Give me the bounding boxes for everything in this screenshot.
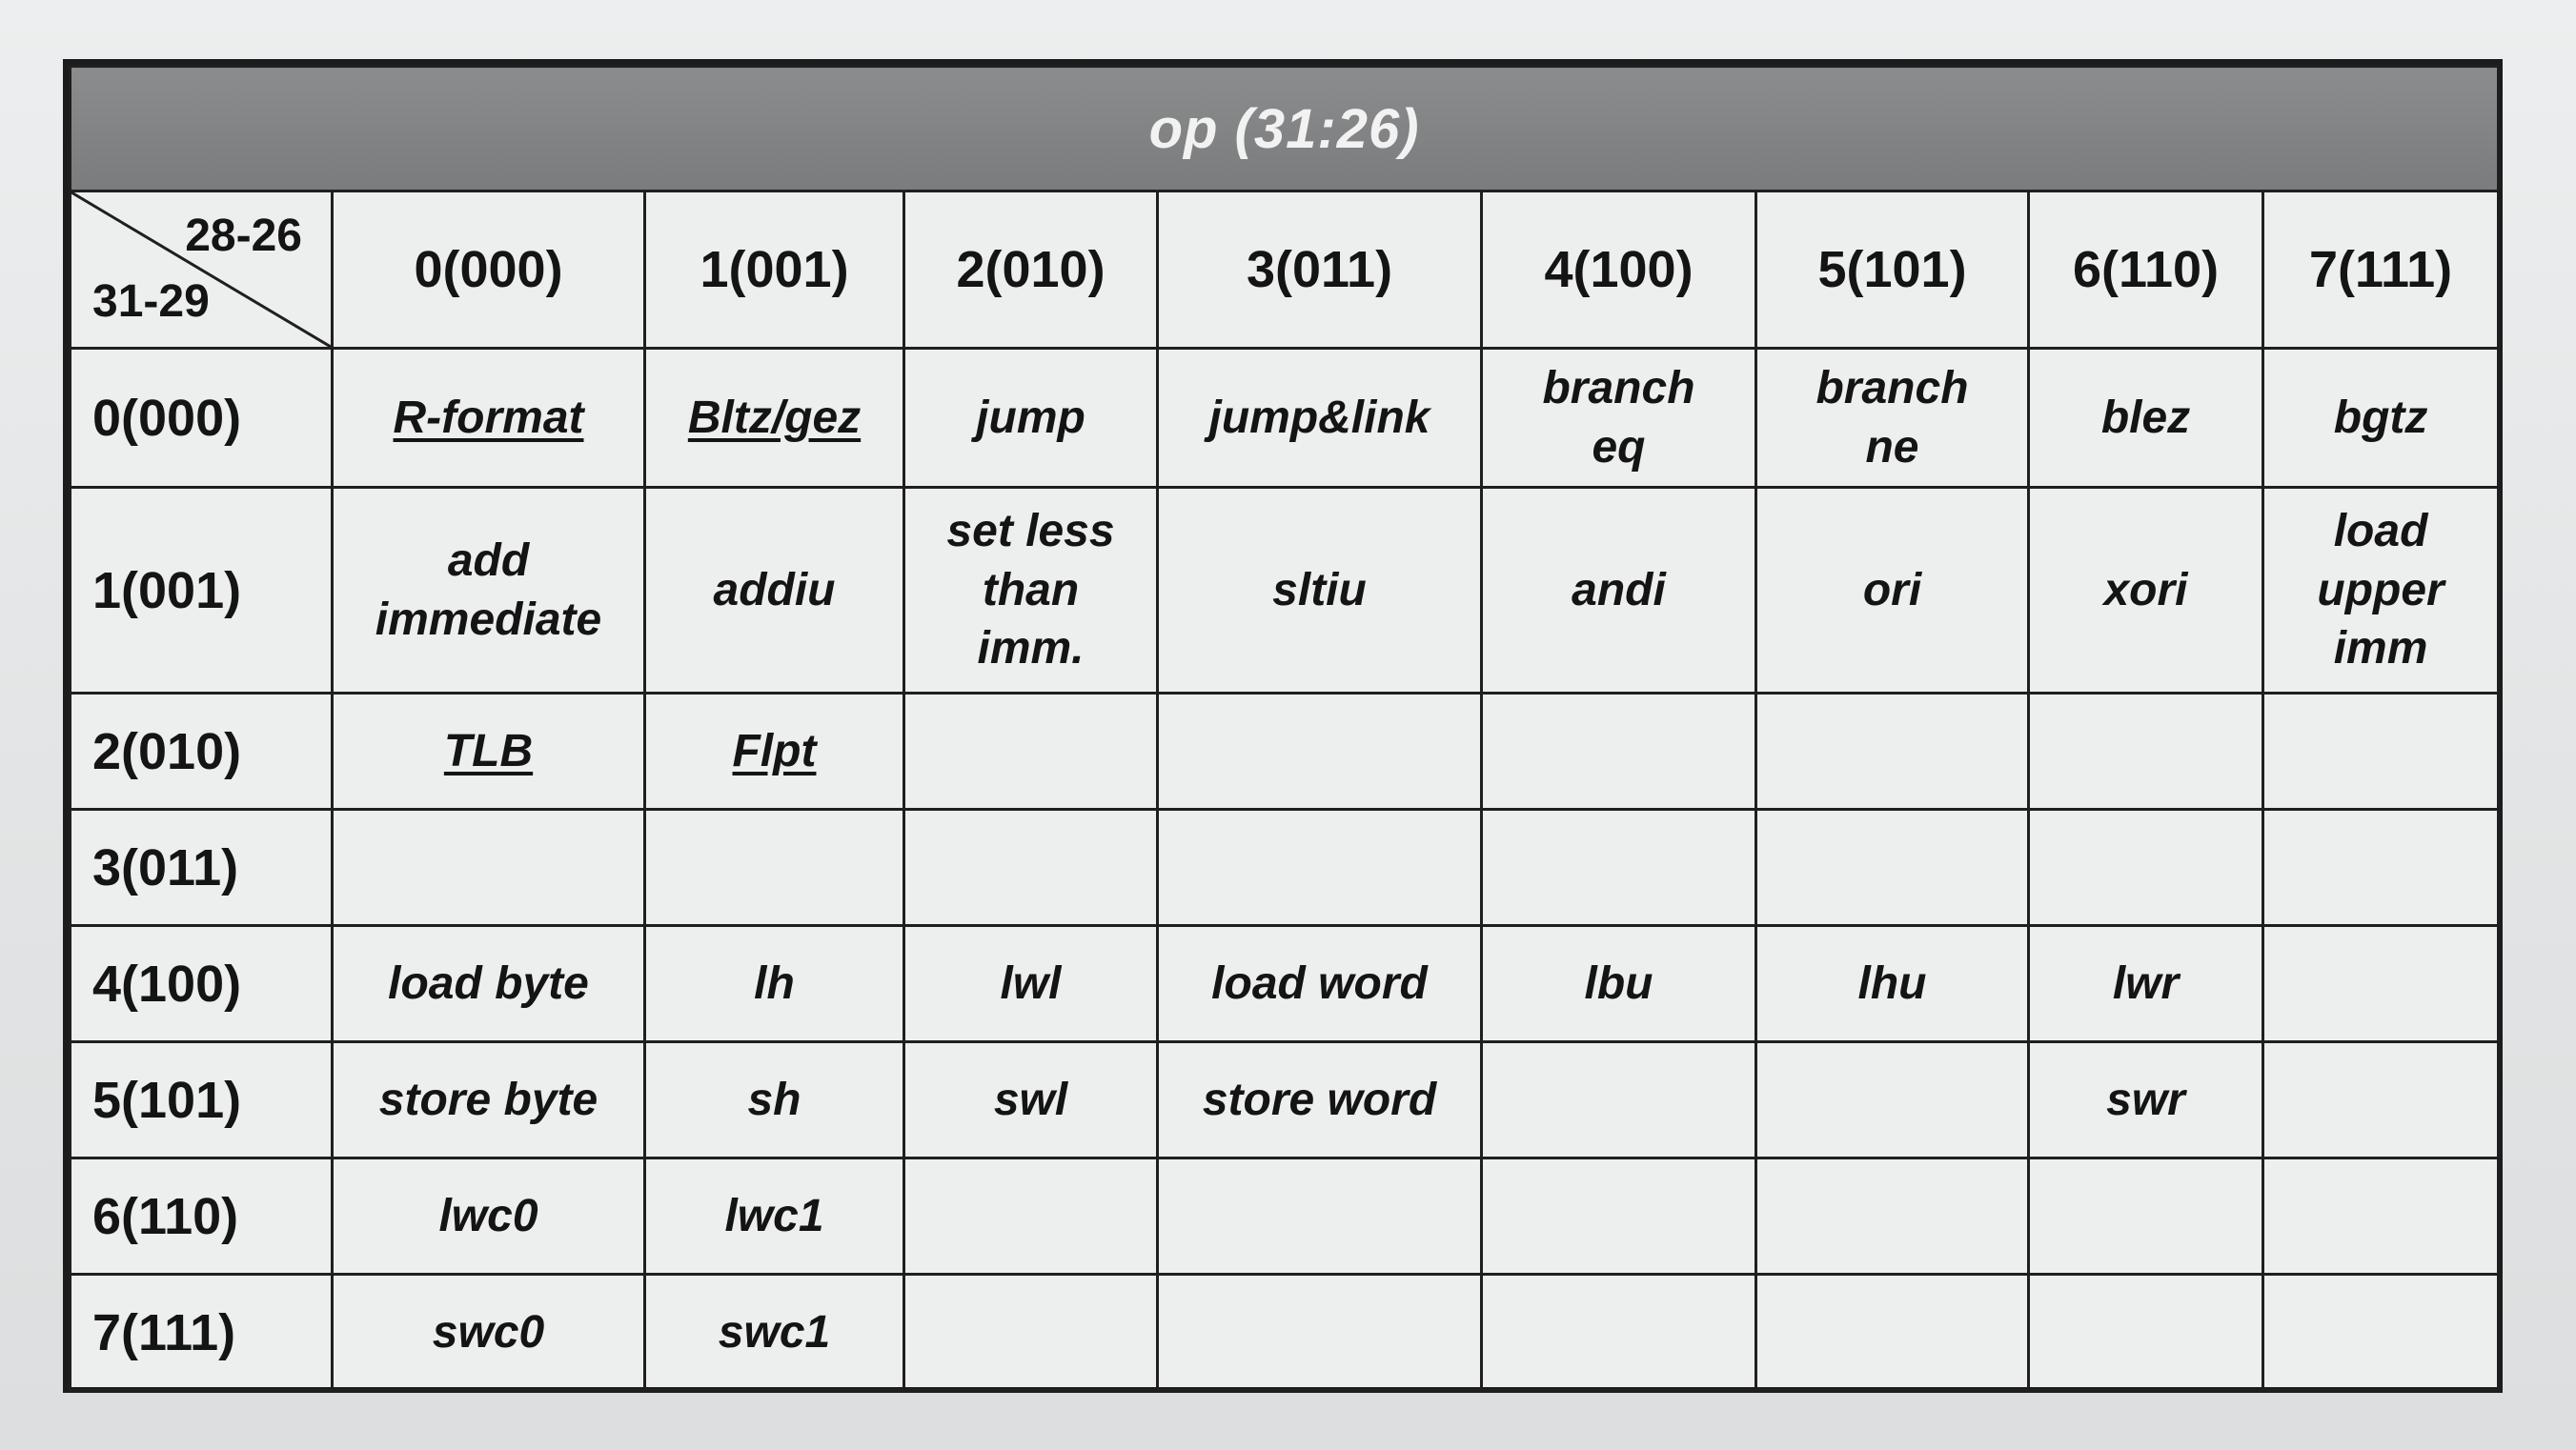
table-row — [71, 1042, 2499, 1158]
opcode-cell — [1158, 488, 1482, 694]
opcode-label: andi — [1572, 564, 1666, 615]
opcode-label: blez — [2100, 392, 2191, 443]
corner-column-bits: 28-26 — [185, 211, 302, 261]
opcode-label: add immediate — [375, 535, 602, 645]
row-header: 2(010) — [71, 694, 333, 810]
opcode-cell — [1756, 926, 2029, 1042]
opcode-label: lbu — [1584, 957, 1653, 1009]
opcode-cell — [2029, 349, 2263, 488]
opcode-label: jump — [976, 392, 1085, 443]
opcode-cell — [2263, 1275, 2499, 1391]
opcode-cell — [333, 349, 645, 488]
opcode-label: lhu — [1857, 957, 1927, 1009]
opcode-cell — [333, 694, 645, 810]
opcode-cell — [1482, 1042, 1756, 1158]
row-header: 5(101) — [71, 1042, 333, 1158]
opcode-label: branch ne — [1815, 363, 1969, 473]
opcode-label: swc1 — [718, 1306, 831, 1358]
opcode-cell — [1482, 349, 1756, 488]
table-row — [71, 349, 2499, 488]
opcode-label: addiu — [713, 564, 836, 615]
opcode-cell — [645, 1158, 904, 1275]
opcode-cell — [2029, 1042, 2263, 1158]
opcode-cell — [1482, 694, 1756, 810]
table-title: op (31:26) — [71, 67, 2499, 191]
opcode-cell — [2029, 694, 2263, 810]
opcode-cell — [2263, 926, 2499, 1042]
opcode-cell — [2263, 349, 2499, 488]
opcode-cell — [645, 926, 904, 1042]
row-header: 1(001) — [71, 488, 333, 694]
opcode-cell — [1482, 810, 1756, 926]
row-header: 7(111) — [71, 1275, 333, 1391]
opcode-cell — [2029, 1158, 2263, 1275]
table-row — [71, 1158, 2499, 1275]
opcode-cell — [1756, 1275, 2029, 1391]
opcode-cell — [333, 926, 645, 1042]
column-header: 5(101) — [1756, 191, 2029, 349]
opcode-cell — [645, 488, 904, 694]
column-header: 2(010) — [904, 191, 1158, 349]
opcode-cell — [1482, 1275, 1756, 1391]
opcode-cell — [904, 488, 1158, 694]
opcode-label: xori — [2103, 564, 2188, 615]
opcode-label: bgtz — [2333, 392, 2428, 443]
opcode-cell — [2263, 1158, 2499, 1275]
opcode-cell — [2263, 810, 2499, 926]
opcode-label: lh — [754, 957, 795, 1009]
opcode-cell — [1756, 810, 2029, 926]
opcode-label: sltiu — [1272, 564, 1367, 615]
opcode-label: sh — [747, 1074, 801, 1125]
opcode-label: TLB — [443, 725, 534, 776]
opcode-cell — [1158, 694, 1482, 810]
opcode-cell — [333, 488, 645, 694]
opcode-cell — [1482, 488, 1756, 694]
opcode-label: lwc1 — [724, 1190, 824, 1241]
table-row — [71, 926, 2499, 1042]
opcode-label: R-format — [393, 392, 584, 443]
corner-cell — [71, 191, 333, 349]
opcode-cell — [904, 1042, 1158, 1158]
opcode-cell — [645, 349, 904, 488]
opcode-cell — [645, 1275, 904, 1391]
opcode-cell — [1756, 694, 2029, 810]
opcode-cell — [2263, 488, 2499, 694]
opcode-label: load upper imm — [2317, 506, 2444, 675]
opcode-cell — [2263, 1042, 2499, 1158]
opcode-cell — [1158, 1042, 1482, 1158]
opcode-cell — [333, 1158, 645, 1275]
table-row — [71, 694, 2499, 810]
row-header: 0(000) — [71, 349, 333, 488]
opcode-label: load byte — [388, 957, 589, 1009]
column-header: 6(110) — [2029, 191, 2263, 349]
opcode-label: swc0 — [432, 1306, 545, 1358]
opcode-label: Bltz/gez — [687, 392, 862, 443]
row-header: 3(011) — [71, 810, 333, 926]
opcode-cell — [1482, 926, 1756, 1042]
opcode-cell — [1158, 1275, 1482, 1391]
opcode-cell — [904, 810, 1158, 926]
opcode-label: ori — [1862, 564, 1922, 615]
opcode-cell — [333, 1275, 645, 1391]
opcode-cell — [2263, 694, 2499, 810]
row-header: 6(110) — [71, 1158, 333, 1275]
opcode-cell — [645, 1042, 904, 1158]
column-header: 0(000) — [333, 191, 645, 349]
corner-row-bits: 31-29 — [92, 276, 210, 327]
opcode-cell — [1756, 488, 2029, 694]
column-header: 4(100) — [1482, 191, 1756, 349]
opcode-cell — [333, 1042, 645, 1158]
table-row — [71, 810, 2499, 926]
opcode-table — [63, 59, 2503, 1393]
opcode-cell — [2029, 488, 2263, 694]
opcode-label: swr — [2106, 1074, 2185, 1125]
opcode-cell — [333, 810, 645, 926]
opcode-cell — [1756, 349, 2029, 488]
column-header: 3(011) — [1158, 191, 1482, 349]
opcode-label: store word — [1202, 1074, 1437, 1125]
opcode-cell — [645, 810, 904, 926]
opcode-cell — [904, 1158, 1158, 1275]
opcode-label: lwl — [1000, 957, 1062, 1009]
opcode-cell — [1158, 926, 1482, 1042]
table-row — [71, 1275, 2499, 1391]
row-header: 4(100) — [71, 926, 333, 1042]
opcode-cell — [1158, 349, 1482, 488]
opcode-cell — [2029, 926, 2263, 1042]
opcode-label: branch eq — [1542, 363, 1695, 473]
opcode-label: jump&link — [1208, 392, 1430, 443]
opcode-cell — [1756, 1158, 2029, 1275]
opcode-cell — [1756, 1042, 2029, 1158]
opcode-cell — [904, 1275, 1158, 1391]
opcode-cell — [1482, 1158, 1756, 1275]
opcode-cell — [2029, 1275, 2263, 1391]
opcode-cell — [1158, 810, 1482, 926]
column-header: 7(111) — [2263, 191, 2499, 349]
opcode-label: set less than imm. — [946, 506, 1115, 675]
opcode-label: store byte — [378, 1074, 598, 1125]
opcode-cell — [904, 926, 1158, 1042]
opcode-label: load word — [1211, 957, 1428, 1009]
opcode-cell — [2029, 810, 2263, 926]
opcode-cell — [904, 349, 1158, 488]
column-header: 1(001) — [645, 191, 904, 349]
table-row — [71, 488, 2499, 694]
opcode-label: lwc0 — [438, 1190, 538, 1241]
opcode-label: Flpt — [732, 725, 817, 776]
opcode-label: swl — [993, 1074, 1068, 1125]
opcode-cell — [904, 694, 1158, 810]
opcode-label: lwr — [2112, 957, 2180, 1009]
opcode-cell — [645, 694, 904, 810]
opcode-cell — [1158, 1158, 1482, 1275]
